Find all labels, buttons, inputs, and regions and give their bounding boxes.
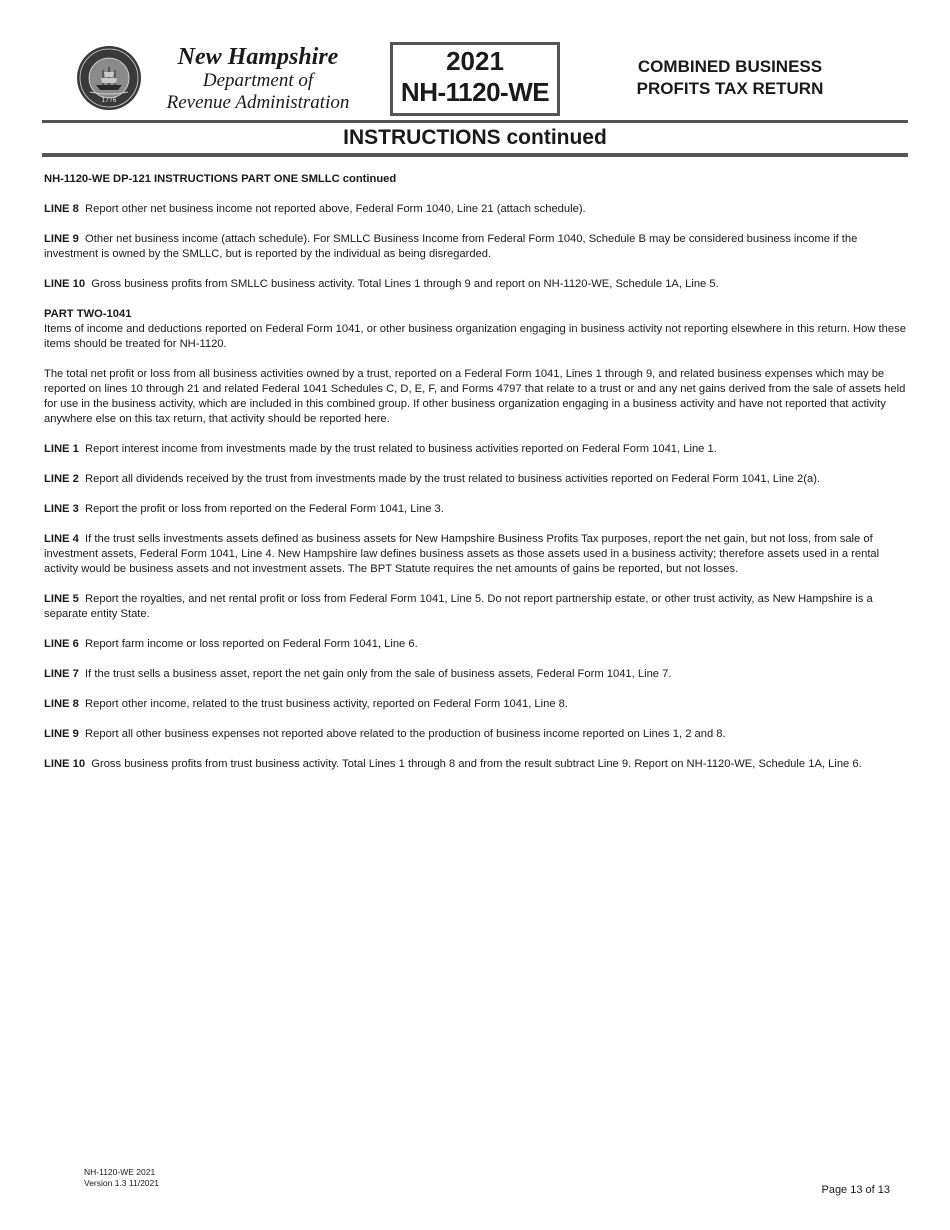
part-two-line-10 (44, 757, 908, 772)
part-two-line-3 (44, 502, 908, 517)
line-label: LINE 1 (44, 443, 79, 455)
agency-name (148, 44, 368, 114)
line-label: LINE 4 (44, 533, 79, 545)
line-text: Gross business profits from trust business activity. Total Lines 1 through 8 and from the result subtract Line 9. Report on NH-1120-WE, Schedule 1A, Line 6. (91, 758, 862, 770)
line-label: LINE 8 (44, 698, 79, 710)
part-two-line-1 (44, 442, 908, 457)
form-number: NH-1120-WE (400, 77, 550, 107)
department-line-2: Revenue Administration (166, 92, 350, 113)
line-text: Gross business profits from SMLLC business activity. Total Lines 1 through 9 and report on NH-1120-WE, Schedule 1A, Line 5. (91, 278, 719, 290)
line-text: Report other income, related to the trust business activity, reported on Federal Form 1041, Line 8. (85, 698, 569, 710)
page-number: Page 13 of 13 (821, 1184, 890, 1196)
seal-year-text: 1776 (101, 97, 117, 104)
part-two-line-8 (44, 697, 908, 712)
return-title (600, 56, 860, 100)
part-two-heading: PART TWO-1041 (44, 308, 132, 320)
footer-form-id: NH-1120-WE 2021 (84, 1167, 156, 1177)
part-one-heading: NH-1120-WE DP-121 INSTRUCTIONS PART ONE SMLLC continued (44, 173, 397, 185)
part-one-line-8 (44, 202, 908, 217)
line-text: If the trust sells investments assets defined as business assets for New Hampshire Business Profits Tax purposes, report the net gain, but not loss, from sale of investment assets, Federal Form 1041, Line 4. New Hampshire law defines business assets as those assets used in a business activity; therefore assets used in a rental activity would be business assets and not investment assets. The BPT Statute requires the net amounts of gains be reported, but not losses. (44, 533, 880, 575)
line-label: LINE 6 (44, 638, 79, 650)
part-two-intro-1: Items of income and deductions reported on Federal Form 1041, or other business organization engaging in business activity not reporting elsewhere in this return. How these items should be treated for NH-1120. (44, 323, 906, 350)
line-label: LINE 2 (44, 473, 79, 485)
line-label: LINE 7 (44, 668, 79, 680)
instructions-body (44, 172, 908, 787)
line-label: LINE 9 (44, 728, 79, 740)
return-title-line-1: COMBINED BUSINESS (637, 57, 823, 76)
part-one-line-9 (44, 232, 908, 262)
state-name: New Hampshire (177, 44, 339, 70)
part-two-line-5 (44, 592, 908, 622)
part-two-line-7 (44, 667, 908, 682)
department-line-1: Department of (202, 70, 314, 91)
part-one-line-10 (44, 277, 908, 292)
state-seal-icon (76, 45, 142, 111)
form-id-box (390, 42, 560, 116)
header-divider-bottom (42, 153, 908, 157)
line-text: Report the profit or loss from reported on the Federal Form 1041, Line 3. (85, 503, 444, 515)
line-text: Report other net business income not reported above, Federal Form 1040, Line 21 (attach schedule). (85, 203, 586, 215)
part-two-line-2 (44, 472, 908, 487)
part-two-line-6 (44, 637, 908, 652)
section-title: INSTRUCTIONS continued (343, 126, 607, 149)
form-version-footer (84, 1167, 159, 1189)
part-two-line-9 (44, 727, 908, 742)
line-text: If the trust sells a business asset, report the net gain only from the sale of business assets, Federal Form 1041, Line 7. (85, 668, 672, 680)
header-divider-top (42, 120, 908, 123)
line-text: Report interest income from investments made by the trust related to business activities reported on Federal Form 1041, Line 1. (85, 443, 717, 455)
line-text: Other net business income (attach schedule). For SMLLC Business Income from Federal Form 1040, Schedule B may be considered business income if the investment is owned by the SMLLC, but is reported by the individual as being disregarded. (44, 233, 858, 260)
line-text: Report farm income or loss reported on Federal Form 1041, Line 6. (85, 638, 418, 650)
line-label: LINE 8 (44, 203, 79, 215)
line-label: LINE 5 (44, 593, 79, 605)
return-title-line-2: PROFITS TAX RETURN (636, 79, 824, 98)
line-text: Report all dividends received by the trust from investments made by the trust related to business activities reported on Federal Form 1041, Line 2(a). (85, 473, 821, 485)
line-text: Report all other business expenses not reported above related to the production of business income reported on Lines 1, 2 and 8. (85, 728, 726, 740)
page-header (0, 0, 950, 120)
line-label: LINE 3 (44, 503, 79, 515)
part-two-intro-2: The total net profit or loss from all business activities owned by a trust, reported on a Federal Form 1041, Lines 1 through 9, and related business expenses which may be reported on lines 10 through 21 and related Federal 1041 Schedules C, D, E, F, and Forms 4797 that relate to a trust or and any net gains derived from the sale of assets held for use in the business activity, which are included in this combined group. If other business organization engaging in a business activity and have not reported that activity anywhere else on this tax return, that activity should be reported here. (44, 368, 906, 425)
footer-version: Version 1.3 11/2021 (84, 1178, 159, 1188)
part-two-line-4 (44, 532, 908, 577)
line-label: LINE 10 (44, 278, 86, 290)
form-year: 2021 (446, 46, 504, 76)
line-text: Report the royalties, and net rental profit or loss from Federal Form 1041, Line 5. Do not report partnership estate, or other trust activity, as New Hampshire is a separate entity State. (44, 593, 873, 620)
line-label: LINE 9 (44, 233, 79, 245)
line-label: LINE 10 (44, 758, 86, 770)
